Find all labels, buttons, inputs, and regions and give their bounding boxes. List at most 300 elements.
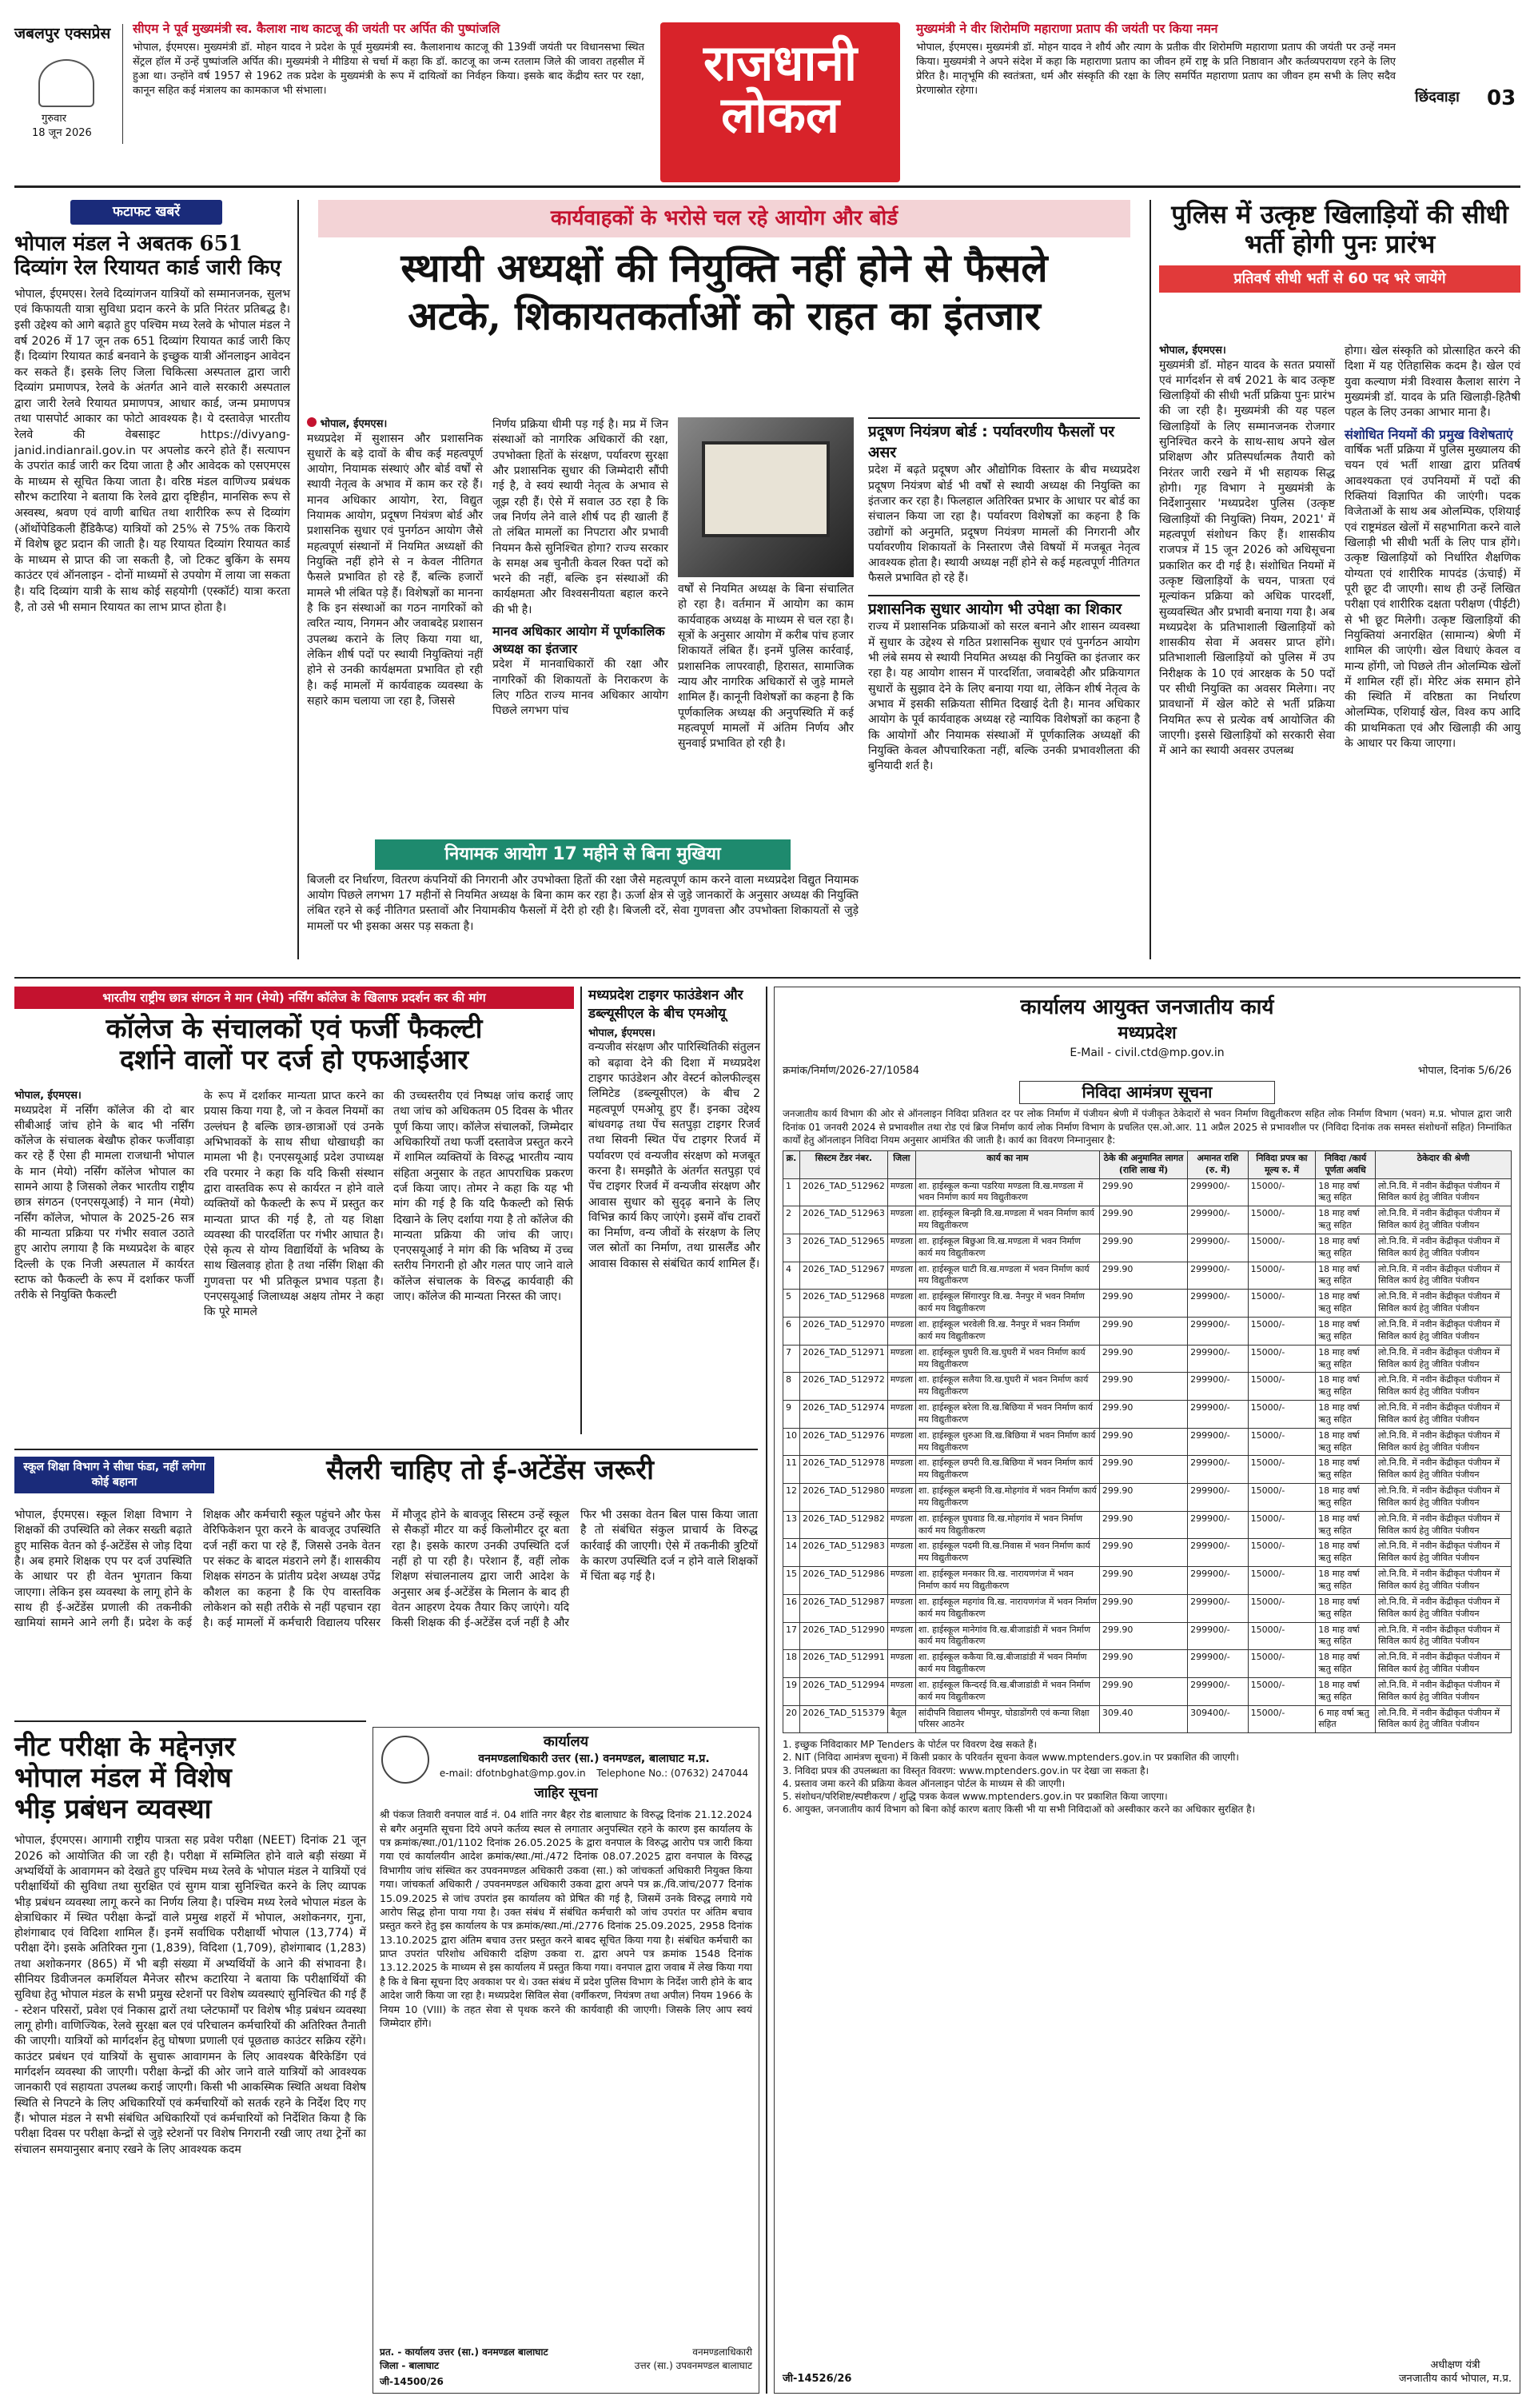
forest-title-2: वनमण्डलाधिकारी उत्तर (सा.) वनमण्डल, बालाघाट म.प्र. (478, 1752, 710, 1766)
tender-table-header (783, 1150, 1512, 1178)
forest-footer (380, 2346, 752, 2388)
fatafat-section (14, 200, 290, 967)
page-city: छिंदवाड़ा (1415, 89, 1460, 106)
header-rule (14, 185, 1520, 188)
table-cell: 15000/- (1248, 1677, 1316, 1705)
table-cell: 18 माह वर्षा ऋतु सहित (1316, 1262, 1376, 1290)
table-cell: 299.90 (1099, 1290, 1187, 1318)
table-cell: 15000/- (1248, 1178, 1316, 1206)
table-cell: 15000/- (1248, 1262, 1316, 1290)
college-divider (580, 987, 582, 1434)
header-left-body: भोपाल, ईएमएस। मुख्यमंत्री डॉ. मोहन यादव ने प्रदेश के पूर्व मुख्यमंत्री स्व. कैलाशनाथ काटजू की 139वीं जयंती पर विधानसभा स्थित सेंट्रल हॉल में उन्हें पुष्पांजलि अर्पित की। मुख्यमंत्री ने मीडिया से चर्चा में कहा कि डॉ. काटजू का जन्म रतलाम जिले की जावरा तहसील में हुआ था। उन्होंने वर्ष 1957 से 1962 तक प्रदेश के मुख्यमंत्री के रूप में दायित्वों का निर्वहन किया। इसके बाद केंद्रीय स्तर पर रक्षा, कानून सहित कई मंत्रालय का कामकाज भी संभाला। (133, 41, 644, 97)
table-cell: मण्डला (887, 1622, 915, 1650)
table-cell: 2026_TAD_512971 (800, 1345, 888, 1373)
table-cell: 2026_TAD_512970 (800, 1317, 888, 1345)
forest-sign-1: वनमण्डलाधिकारी (692, 2346, 752, 2358)
table-cell: 18 माह वर्षा ऋतु सहित (1316, 1622, 1376, 1650)
table-cell: 2026_TAD_512968 (800, 1290, 888, 1318)
table-cell: 2026_TAD_512963 (800, 1206, 888, 1234)
tiger-body: वन्यजीव संरक्षण और पारिस्थितिकी संतुलन को बढ़ावा देने की दिशा में मध्यप्रदेश टाइगर फाउंडेशन और वेस्टर्न कोलफील्ड्स लिमिटेड (डब्ल्यूसीएल) के बीच 2 महत्वपूर्ण एमओयू हुए हैं। इनका उद्देश्य बांधवगढ़ तथा पेंच सतपुड़ा टाइगर रिजर्व तथा सिवनी स्थित पेंच टाइगर रिजर्व में पर्यावरण एवं वन्यजीव संरक्षण को मजबूत करना है। समझौते के अंतर्गत सतपुड़ा एवं पेंच टाइगर रिजर्व में वन्यजीव संरक्षण और आवास सुधार को सुदृढ़ बनाने के लिए विभिन्न कार्य किए जाएंगे। इसमें वॉच टावरों का निर्माण, वन्य जीवों के संरक्षण के लिए जल स्रोतों का निर्माण, तथा ग्रासलैंड और आवास विकास से संबंधित कार्य शामिल हैं। (588, 1041, 760, 1270)
tender-notice (774, 987, 1520, 2394)
table-row (783, 1401, 1512, 1429)
table-cell: 299900/- (1188, 1262, 1249, 1290)
table-cell: 15000/- (1248, 1317, 1316, 1345)
table-cell: मण्डला (887, 1373, 915, 1401)
table-cell: 299.90 (1099, 1178, 1187, 1206)
table-row (783, 1373, 1512, 1401)
table-cell: 299.90 (1099, 1511, 1187, 1539)
tender-col-header: निविदा /कार्य पूर्णता अवधि (1316, 1150, 1376, 1178)
lead-strip-body: बिजली दर निर्धारण, वितरण कंपनियों की निगरानी और उपभोक्ता हितों की रक्षा जैसे महत्वपूर्ण काम करने वाला मध्यप्रदेश विद्युत नियामक आयोग पिछले लगभग 17 महीनों से नियमित अध्यक्ष के बिना काम कर रहा है। ऊर्जा क्षेत्र से जुड़े जानकारों के अनुसार अध्यक्ष की नियुक्ति लंबित रहने से कई नीतिगत प्रस्तावों और नियामकीय फैसलों में देरी हो रही है। बिजली दरें, सेवा गुणवत्ता और उपभोक्ता शिकायतों से जुड़े मामलों पर भी इसका असर पड़ सकता है। (307, 873, 859, 933)
table-cell: 15000/- (1248, 1345, 1316, 1373)
masthead-line1: राजधानी (703, 34, 858, 92)
table-cell: 299900/- (1188, 1677, 1249, 1705)
table-cell: 5 (783, 1290, 800, 1318)
tiger-dateline: भोपाल, ईएमएस। (588, 1027, 655, 1039)
tender-table-body (783, 1178, 1512, 1733)
table-cell: 18 (783, 1650, 800, 1678)
table-cell: 2026_TAD_512987 (800, 1594, 888, 1622)
lead-photo (678, 417, 854, 577)
forest-email: e-mail: dfotnbghat@mp.gov.in (439, 1768, 586, 1780)
table-cell: शा. हाईस्कूल बिछुआ वि.ख.मण्डला में भवन निर्माण कार्य मय विद्युतीकरण (915, 1234, 1099, 1262)
table-cell: 299.90 (1099, 1262, 1187, 1290)
table-cell: 2026_TAD_512965 (800, 1234, 888, 1262)
forest-sign-2: उत्तर (सा.) उपवनमण्डल बालाघाट (634, 2359, 752, 2371)
table-cell: 8 (783, 1373, 800, 1401)
police-col-1-text: मुख्यमंत्री डॉ. मोहन यादव के सतत प्रयासों एवं मार्गदर्शन से वर्ष 2021 के बाद उत्कृष्ट खिलाड़ियों की सीधी भर्ती प्रक्रिया पुनः प्रारंभ की जा रही है। मुख्यमंत्री की यह पहल खिलाड़ियों के लिए सम्मानजनक रोजगार सुनिश्चित करने के साथ-साथ अपने खेल प्रशिक्षण और प्रतिस्पर्धात्मक तैयारी को निरंतर जारी रखने में भी सहायक सिद्ध होगी। गृह विभाग ने मुख्यमंत्री के निर्देशानुसार 'मध्यप्रदेश पुलिस (उत्कृष्ट खिलाड़ियों की नियुक्ति) नियम, 2021' में महत्वपूर्ण संशोधन किए हैं। शासकीय राजपत्र में 15 जून 2026 को अधिसूचना प्रकाशित कर दी गई है। संशोधित नियमों में उत्कृष्ट खिलाड़ियों के चयन, पात्रता एवं मूल्यांकन प्रक्रिया को अधिक पारदर्शी, सुव्यवस्थित और प्रभावी बनाया गया है। अब मध्यप्रदेश के प्रतिभाशाली खिलाड़ियों को शासकीय सेवा में अवसर प्राप्त होंगे। प्रतिभाशाली खिलाड़ियों को पुलिस में उप निरीक्षक के 10 एवं आरक्षक के 50 पदों पर सीधी नियुक्ति का अवसर मिलेगा। नए प्रावधानों में खेल कोटे से भर्ती प्रक्रिया नियमित रूप से प्रत्येक वर्ष आयोजित की जाएगी। इससे खिलाड़ियों को सरकारी सेवा में आने का स्थायी अवसर उपलब्ध (1159, 358, 1335, 758)
table-cell: 2026_TAD_515379 (800, 1705, 888, 1733)
tender-intro: जनजातीय कार्य विभाग की ओर से ऑनलाइन निविदा प्रतिशत दर पर लोक निर्माण में पंजीयन श्रेणी में पंजीकृत ठेकेदारों से भवन निर्माण विद्युतीकरण सहित लोक निर्माण विभाग (भवन) म.प्र. भोपाल द्वारा जारी दिनांक 01 जनवरी 2024 से प्रभावशील तथा रोड एवं ब्रिज निर्माण कार्य लोक निर्माण विभाग के प्रचलित एस.ओ.आर. 11 अप्रैल 2025 से प्रभावशील पर (निविदा दिनांक तक समस्त संशोधनों सहित) निम्नांकित कार्यों हेतु ऑनलाइन निविदा नियम अनुसार आमंत्रित की जाती है। कार्य का विवरण निम्नानुसार है: (783, 1108, 1512, 1146)
table-row (783, 1511, 1512, 1539)
lead-kicker: कार्यवाहकों के भरोसे चल रहे आयोग और बोर्ड (318, 200, 1130, 237)
table-row (783, 1317, 1512, 1345)
table-row (783, 1345, 1512, 1373)
table-row (783, 1178, 1512, 1206)
tender-col-header: अमानत राशि (रु. में) (1188, 1150, 1249, 1178)
table-cell: 3 (783, 1234, 800, 1262)
tender-state: मध्यप्रदेश (1118, 1023, 1177, 1044)
tender-col-header: सिस्टम टेंडर नंबर. (800, 1150, 888, 1178)
table-row (783, 1677, 1512, 1705)
lead-side2-body: राज्य में प्रशासनिक प्रक्रियाओं को सरल बनाने और शासन व्यवस्था में सुधार के उद्देश्य से गठित प्रशासनिक सुधार एवं पुनर्गठन आयोग भी लंबे समय से स्थायी नियमित अध्यक्ष की नियुक्ति का इंतजार कर रहा है। यह आयोग शासन में पारदर्शिता, जवाबदेही और प्रक्रियागत सुधारों के सुझाव देने के लिए बनाया गया था, लेकिन शीर्ष नेतृत्व के अभाव में इसकी सक्रियता सीमित दिखाई देती है। मानव अधिकार आयोग के पूर्व कार्यवाहक अध्यक्ष रहे न्यायिक विशेषज्ञों का कहना है कि आयोगों और नियामक संस्थाओं में पूर्णकालिक अध्यक्षों की नियुक्ति केवल औपचारिकता नहीं, बल्कि उनकी प्रभावशीलता की बुनियादी शर्त है। (868, 620, 1140, 773)
forest-ref: जी-14500/26 (380, 2375, 444, 2387)
table-cell: 309400/- (1188, 1705, 1249, 1733)
table-cell: 15000/- (1248, 1705, 1316, 1733)
lead-story (307, 200, 1142, 999)
lead-dateline: भोपाल, ईएमएस। (320, 418, 388, 430)
lead-headline-2: अटके, शिकायतकर्ताओं को राहत का इंतजार (408, 293, 1041, 340)
table-cell: मण्डला (887, 1456, 915, 1484)
header-right-title: मुख्यमंत्री ने वीर शिरोमणि महाराणा प्रताप की जयंती पर किया नमन (916, 22, 1218, 36)
table-cell: लो.नि.वि. में नवीन केंद्रीकृत पंजीयन में सिविल कार्य हेतु जीवित पंजीयन (1376, 1206, 1512, 1234)
forest-phone: Telephone No.: (07632) 247044 (596, 1768, 749, 1780)
header-left-title: सीएम ने पूर्व मुख्यमंत्री स्व. कैलाश नाथ काटजू की जयंती पर अर्पित की पुष्पांजलि (133, 22, 500, 36)
table-cell: 299.90 (1099, 1484, 1187, 1512)
table-cell: 17 (783, 1622, 800, 1650)
table-cell: 299.90 (1099, 1317, 1187, 1345)
neet-headline-3: भीड़ प्रबंधन व्यवस्था (14, 1793, 212, 1826)
header-right-body: भोपाल, ईएमएस। मुख्यमंत्री डॉ. मोहन यादव ने शौर्य और त्याग के प्रतीक वीर शिरोमणि महाराणा प्रताप की जयंती पर उन्हें नमन किया। मुख्यमंत्री ने अपने संदेश में कहा कि महाराणा प्रताप का जीवन हमें राष्ट्र के प्रति निष्ठावान और कर्तव्यपरायण रहने के लिए प्रेरित है। मातृभूमि की स्वतंत्रता, धर्म और संस्कृति की रक्षा के लिए समर्पित महाराणा प्रताप का जीवन हम सभी के लिए सदैव प्रेरणास्रोत रहेगा। (916, 41, 1396, 97)
table-cell: 2026_TAD_512990 (800, 1622, 888, 1650)
police-dateline: भोपाल, ईएमएस। (1159, 345, 1226, 357)
table-cell: मण्डला (887, 1345, 915, 1373)
table-cell: 18 माह वर्षा ऋतु सहित (1316, 1650, 1376, 1678)
table-cell: 10 (783, 1428, 800, 1456)
table-cell: 299900/- (1188, 1401, 1249, 1429)
school-body: भोपाल, ईएमएस। स्कूल शिक्षा विभाग ने शिक्षकों की उपस्थिति को लेकर सख्ती बढ़ाते हुए मासिक वेतन को ई-अटेंडेंस से जोड़ दिया है। अब हमारे शिक्षक एप पर दर्ज उपस्थिति के आधार पर ही वेतन भुगतान किया जाएगा। लेकिन इस व्यवस्था के लागू होने के साथ ही ई-अटेंडेंस प्रणाली की तकनीकी खामियां सामने आने लगी हैं। प्रदेश के कई शिक्षक और कर्मचारी स्कूल पहुंचने और फेस वेरिफिकेशन पूरा करने के बावजूद उपस्थिति दर्ज नहीं करा पा रहे हैं, जिससे उनके वेतन पर संकट के बादल मंडराने लगे हैं। शासकीय शिक्षक संगठन के प्रांतीय प्रदेश अध्यक्ष उपेंद्र कौशल का कहना है कि ऐप वास्तविक लोकेशन को सही तरीके से नहीं पहचान रहा है। कई मामलों में कर्मचारी विद्यालय परिसर में मौजूद होने के बावजूद सिस्टम उन्हें स्कूल से सैकड़ों मीटर या कई किलोमीटर दूर बता रहा है। इसके कारण उनकी उपस्थिति दर्ज नहीं हो पा रही है। परेशान हैं, वहीं लोक शिक्षण संचालनालय द्वारा जारी आदेश के अनुसार अब ई-अटेंडेंस के मिलान के बाद ही वेतन आहरण देयक तैयार किए जाएंगे। यदि किसी शिक्षक की ई-अटेंडेंस दर्ज नहीं है और फिर भी उसका वेतन बिल पास किया जाता है तो संबंधित संकुल प्राचार्य के विरुद्ध कार्रवाई की जाएगी। ऐसे में तकनीकी त्रुटियों के कारण उपस्थिति दर्ज न होने वाले शिक्षकों में चिंता बढ़ गई है। (14, 1509, 758, 1630)
neet-headline-1: नीट परीक्षा के मद्देनज़र (14, 1731, 236, 1763)
fatafat-label: फटाफट खबरें (70, 200, 222, 225)
table-cell: 15000/- (1248, 1206, 1316, 1234)
table-cell: लो.नि.वि. में नवीन केंद्रीकृत पंजीयन में सिविल कार्य हेतु जीवित पंजीयन (1376, 1428, 1512, 1456)
table-cell: 299.90 (1099, 1650, 1187, 1678)
tender-note: 6. आयुक्त, जनजातीय कार्य विभाग को बिना कोई कारण बताए किसी भी या सभी निविदाओं को अस्वीकार करने का अधिकार सुरक्षित है। (783, 1804, 1256, 1816)
tender-col-header: ठेकेदार की श्रेणी (1376, 1150, 1512, 1178)
lead-col-2-subhead: मानव अधिकार आयोग में पूर्णकालिक अध्यक्ष का इंतजार (492, 624, 665, 656)
table-cell: शा. हाईस्कूल घुघरी वि.ख.घुघरी में भवन निर्माण कार्य मय विद्युतीकरण (915, 1345, 1099, 1373)
table-cell: 15000/- (1248, 1428, 1316, 1456)
table-cell: लो.नि.वि. में नवीन केंद्रीकृत पंजीयन में सिविल कार्य हेतु जीवित पंजीयन (1376, 1622, 1512, 1650)
table-row (783, 1650, 1512, 1678)
table-cell: 14 (783, 1539, 800, 1567)
neet-story (14, 1720, 366, 2392)
table-cell: 309.40 (1099, 1705, 1187, 1733)
table-cell: 18 माह वर्षा ऋतु सहित (1316, 1539, 1376, 1567)
table-row (783, 1456, 1512, 1484)
tender-note: 1. इच्छुक निविदाकार MP Tenders के पोर्टल पर विवरण देख सकते हैं। (783, 1739, 1038, 1751)
table-cell: 18 माह वर्षा ऋतु सहित (1316, 1206, 1376, 1234)
table-cell: शा. हाईस्कूल बम्हनी वि.ख.मोहगांव में भवन निर्माण कार्य मय विद्युतीकरण (915, 1484, 1099, 1512)
table-cell: 299900/- (1188, 1650, 1249, 1678)
lead-col-2-text-b: प्रदेश में मानवाधिकारों की रक्षा और नागरिकों की शिकायतों के निराकरण के लिए गठित राज्य मानव अधिकार आयोग पिछले लगभग पांच (492, 658, 668, 718)
tender-note: 2. NIT (निविदा आमंत्रण सूचना) में किसी प्रकार के परिवर्तन सूचना केवल www.mptenders.gov.in पर प्रकाशित की जाएगी। (783, 1752, 1239, 1764)
table-cell: 299900/- (1188, 1622, 1249, 1650)
tender-email: E-Mail - civil.ctd@mp.gov.in (1070, 1046, 1225, 1059)
table-cell: 1 (783, 1178, 800, 1206)
tender-ref: जी-14526/26 (783, 2373, 852, 2386)
table-cell: 18 माह वर्षा ऋतु सहित (1316, 1511, 1376, 1539)
college-dateline: भोपाल, ईएमएस। (14, 1090, 82, 1102)
lead-side2-head: प्रशासनिक सुधार आयोग भी उपेक्षा का शिकार (868, 595, 1140, 620)
table-cell: 15000/- (1248, 1234, 1316, 1262)
govt-emblem-icon (381, 1736, 429, 1784)
college-kicker: भारतीय राष्ट्रीय छात्र संगठन ने मान (मेयो) नर्सिंग कॉलेज के खिलाफ प्रदर्शन कर की मांग (14, 987, 574, 1009)
table-cell: 9 (783, 1401, 800, 1429)
table-cell: शा. हाईस्कूल सिंगारपुर वि.ख. नैनपुर में भवन निर्माण कार्य मय विद्युतीकरण (915, 1290, 1099, 1318)
table-cell: 18 माह वर्षा ऋतु सहित (1316, 1456, 1376, 1484)
table-cell: 299900/- (1188, 1234, 1249, 1262)
table-cell: शा. हाईस्कूल भरवेली वि.ख. नैनपुर में भवन निर्माण कार्य मय विद्युतीकरण (915, 1317, 1099, 1345)
college-col-2: के रूप में दर्शाकर मान्यता प्राप्त करने का प्रयास किया गया है, जो न केवल नियमों का उल्लंघन है बल्कि छात्र-छात्राओं एवं उनके अभिभावकों के साथ सीधा धोखाधड़ी का मामला भी है। एनएसयूआई प्रदेश उपाध्यक्ष रवि परमार ने कहा कि यदि किसी संस्थान द्वारा वास्तविक रूप से कार्यरत न होने वाले व्यक्तियों को फैकल्टी के रूप में प्रस्तुत कर मान्यता प्राप्त की गई है, तो यह शिक्षा व्यवस्था की पारदर्शिता पर गंभीर आघात है। ऐसे कृत्य से योग्य विद्यार्थियों के भविष्य के साथ खिलवाड़ होता है तथा नर्सिंग शिक्षा की गुणवत्ता पर भी प्रतिकूल प्रभाव पड़ता है। एनएसयूआई जिलाध्यक्ष अक्षय तोमर ने कहा कि पूरे मामले (204, 1090, 384, 1319)
table-cell: 18 माह वर्षा ऋतु सहित (1316, 1484, 1376, 1512)
table-cell: 299.90 (1099, 1677, 1187, 1705)
neet-headline-2: भोपाल मंडल में विशेष (14, 1762, 232, 1795)
college-headline-1: कॉलेज के संचालकों एवं फर्जी फैकल्टी (106, 1013, 483, 1046)
police-col-2 (1345, 344, 1520, 752)
lead-headline-1: स्थायी अध्यक्षों की नियुक्ति नहीं होने से फैसले (400, 245, 1048, 292)
table-cell: शा. हाईस्कूल मानेगांव वि.ख.बीजाडांडी में भवन निर्माण कार्य मय विद्युतीकरण (915, 1622, 1099, 1650)
table-row (783, 1567, 1512, 1595)
fatafat-title: भोपाल मंडल ने अबतक 651 दिव्यांग रेल रियायत कार्ड जारी किए (14, 231, 281, 280)
table-cell: 6 (783, 1317, 800, 1345)
table-cell: 299900/- (1188, 1594, 1249, 1622)
forest-body: श्री पंकज तिवारी वनपाल वार्ड नं. 04 शांति नगर बैहर रोड बालाघाट के विरुद्ध दिनांक 21.12.2024 से बगैर अनुमति सूचना दिये अपने कर्तव्य स्थल से लगातार अनुपस्थित रहने के कारण इस कार्यालय के पत्र क्रमांक/स्था./01/1102 दिनांक 26.05.2025 के द्वारा वनपाल के विरुद्ध आरोप पत्र जारी किया गया एवं कार्यालयीन आदेश क्रमांक/स्था./मां./472 दिनांक 08.07.2025 द्वारा वनपाल के विरुद्ध विभागीय जांच संस्थित कर उपवनमण्डल अधिकारी उकवा (सा.) को जांचकर्ता अधिकारी नियुक्त किया गया। जांचकर्ता अधिकारी / उपवनमण्डल अधिकारी उकवा द्वारा अपने पत्र क्र./वि.जांच/2077 दिनांक 15.09.2025 से जांच उपरांत इस कार्यालय को प्रेषित की गई है, जिसमें उनके विरुद्ध लगाये गये आरोप सिद्ध होना पाया गया है। उक्त संबंध में संबंधित कर्मचारी को जांच उपरांत पर अंतिम बचाव प्रस्तुत करने हेतु इस कार्यालय के पत्र क्रमांक/स्था./मां./2776 दिनांक 25.09.2025, 2958 दिनांक 13.10.2025 द्वारा अंतिम बचाव उत्तर प्रस्तुत करने बाबद सूचित किया गया है। संबंधित कर्मचारी का प्राप्त उपरांत परिशोध अधिकारी दक्षिण उकवा रा. द्वारा अपने पत्र क्रमांक 1548 दिनांक 13.12.2025 के माध्यम से इस कार्यालय में प्रस्तुत किया गया। वनपाल द्वारा जवाब में लेख किया गया है कि वे बिना सूचना दिए अवकाश पर थे। उक्त संबंध में प्रदेश पुलिस विभाग के निर्देश जारी होने के बाद आदेश जारी किया जा रहा है। मध्यप्रदेश सिविल सेवा (वर्गीकरण, नियंत्रण तथा अपील) नियम 1966 के नियम 10 (VIII) के तहत सेवा से पृथक करने की कार्यवाही की जाएगी। जिसके लिए आप स्वयं जिम्मेदार होंगे। (380, 1808, 752, 2029)
table-cell: 299900/- (1188, 1317, 1249, 1345)
table-cell: 18 माह वर्षा ऋतु सहित (1316, 1234, 1376, 1262)
table-cell: शा. हाईस्कूल किन्दरई वि.ख.बीजाडांडी में भवन निर्माण कार्य मय विद्युतीकरण (915, 1677, 1099, 1705)
table-cell: शा. हाईस्कूल घुघवाड वि.ख.मोहगांव में भवन निर्माण कार्य मय विद्युतीकरण (915, 1511, 1099, 1539)
police-subhead: संशोधित नियमों की प्रमुख विशेषताएं (1345, 426, 1513, 442)
table-row (783, 1622, 1512, 1650)
table-cell: शा. हाईस्कूल घाटी वि.ख.मण्डला में भवन निर्माण कार्य मय विद्युतीकरण (915, 1262, 1099, 1290)
table-cell: 2026_TAD_512976 (800, 1428, 888, 1456)
table-cell: 299.90 (1099, 1456, 1187, 1484)
table-cell: 299.90 (1099, 1206, 1187, 1234)
table-cell: मण्डला (887, 1539, 915, 1567)
table-cell: 299.90 (1099, 1567, 1187, 1595)
table-cell: लो.नि.वि. में नवीन केंद्रीकृत पंजीयन में सिविल कार्य हेतु जीवित पंजीयन (1376, 1178, 1512, 1206)
table-cell: लो.नि.वि. में नवीन केंद्रीकृत पंजीयन में सिविल कार्य हेतु जीवित पंजीयन (1376, 1484, 1512, 1512)
tender-office: कार्यालय आयुक्त जनजातीय कार्य (1020, 995, 1274, 1019)
lead-dateline-row (307, 417, 483, 432)
school-headline: सैलरी चाहिए तो ई-अटेंडेंस जरूरी (326, 1454, 654, 1486)
table-cell: 18 माह वर्षा ऋतु सहित (1316, 1401, 1376, 1429)
neet-top-rule (14, 1720, 366, 1722)
table-cell: 299.90 (1099, 1234, 1187, 1262)
table-cell: शा. हाईस्कूल महगांव वि.ख. नारायणगंज में भवन निर्माण कार्य मय विद्युतीकरण (915, 1594, 1099, 1622)
lead-strip (307, 839, 859, 935)
table-cell: 299900/- (1188, 1484, 1249, 1512)
table-cell: 2026_TAD_512962 (800, 1178, 888, 1206)
table-row (783, 1484, 1512, 1512)
tender-sign-1: अधीक्षण यंत्री (1430, 2358, 1480, 2371)
table-cell: लो.नि.वि. में नवीन केंद्रीकृत पंजीयन में सिविल कार्य हेतु जीवित पंजीयन (1376, 1511, 1512, 1539)
table-cell: लो.नि.वि. में नवीन केंद्रीकृत पंजीयन में सिविल कार्य हेतु जीवित पंजीयन (1376, 1401, 1512, 1429)
police-story (1159, 200, 1520, 967)
mid-rule (14, 977, 1520, 979)
table-cell: मण्डला (887, 1317, 915, 1345)
table-cell: 4 (783, 1262, 800, 1290)
tender-note: 5. संशोधन/परिशिष्ट/स्पष्टीकरण / शुद्धि पत्रक केवल www.mptenders.gov.in पर प्रकाशित किया जाएगा। (783, 1791, 1168, 1803)
paper-name-box (14, 24, 123, 144)
table-cell: शा. हाईस्कूल ककैया वि.ख.बीजाडांडी में भवन निर्माण कार्य मय विद्युतीकरण (915, 1650, 1099, 1678)
table-cell: 18 माह वर्षा ऋतु सहित (1316, 1428, 1376, 1456)
table-cell: 7 (783, 1345, 800, 1373)
table-row (783, 1594, 1512, 1622)
table-cell: 15000/- (1248, 1373, 1316, 1401)
lead-col-2-text: निर्णय प्रक्रिया धीमी पड़ गई है। मप्र में जिन संस्थाओं को नागरिक अधिकारों की रक्षा, उपभोक्ता हितों के संरक्षण, पर्यावरण सुरक्षा और प्रशासनिक सुधार की जिम्मेदारी सौंपी गई है, वे स्वयं स्थायी नेतृत्व के अभाव से जूझ रही हैं। ऐसे में सवाल उठ रहा है कि जब निर्णय लेने वाले शीर्ष पद ही खाली हैं तो लंबित मामलों का निपटारा और प्रभावी नियमन कैसे सुनिश्चित होगा? राज्य सरकार के समक्ष अब चुनौती केवल रिक्त पदों को भरने की नहीं, बल्कि इन संस्थाओं की कार्यक्षमता और विश्वसनीयता बहाल करने की भी है। (492, 418, 668, 616)
table-cell: 18 माह वर्षा ऋतु सहित (1316, 1677, 1376, 1705)
table-cell: 299.90 (1099, 1539, 1187, 1567)
school-story (14, 1449, 758, 1712)
table-cell: शा. हाईस्कूल छपरी वि.ख.बिछिया में भवन निर्माण कार्य मय विद्युतीकरण (915, 1456, 1099, 1484)
college-col-1-text: मध्यप्रदेश में नर्सिंग कॉलेज की दो बार सीबीआई जांच होने के बाद भी नर्सिंग कॉलेज के संचालक बेखौफ होकर फर्जीवाड़ा कर रहे हैं ऐसा ही मामला राजधानी भोपाल के मान (मेयो) नर्सिंग कॉलेज भोपाल का सामने आया है जिसको लेकर भारतीय राष्ट्रीय छात्र संगठन (एनएसयूआई) ने मान (मेयो) नर्सिंग कॉलेज, भोपाल के 2025-26 सत्र की मान्यता प्रक्रिया पर गंभीर सवाल उठाते हुए आरोप लगाया है कि मध्यप्रदेश के बाहर दिल्ली के एक निजी अस्पताल में कार्यरत स्टाफ को फैकल्टी के रूप में दर्शाकर फर्जी तरीके से नियुक्ति फैकल्टी (14, 1103, 194, 1302)
table-cell: 18 माह वर्षा ऋतु सहित (1316, 1594, 1376, 1622)
table-cell: शा. हाईस्कूल मनकार वि.ख. नारायणगंज में भवन निर्माण कार्य मय विद्युतीकरण (915, 1567, 1099, 1595)
table-cell: 18 माह वर्षा ऋतु सहित (1316, 1290, 1376, 1318)
table-cell: लो.नि.वि. में नवीन केंद्रीकृत पंजीयन में सिविल कार्य हेतु जीवित पंजीयन (1376, 1290, 1512, 1318)
table-cell: 299.90 (1099, 1373, 1187, 1401)
police-col-2-text: होगा। खेल संस्कृति को प्रोत्साहित करने की दिशा में यह ऐतिहासिक कदम है। खेल एवं युवा कल्याण मंत्री विश्वास कैलाश सारंग ने मुख्यमंत्री डॉ. यादव के प्रति खिलाड़ी-हितैषी पहल के लिए उनका आभार माना है। (1345, 345, 1520, 420)
table-cell: 299.90 (1099, 1594, 1187, 1622)
table-cell: 299900/- (1188, 1567, 1249, 1595)
table-cell: 299900/- (1188, 1428, 1249, 1456)
table-cell: शा. हाईस्कूल बरेला वि.ख.बिछिया में भवन निर्माण कार्य मय विद्युतीकरण (915, 1401, 1099, 1429)
table-cell: मण्डला (887, 1567, 915, 1595)
police-headline: पुलिस में उत्कृष्ट खिलाड़ियों की सीधी भर्ती होगी पुनः प्रारंभ (1171, 199, 1508, 259)
table-cell: 299900/- (1188, 1511, 1249, 1539)
table-cell: मण्डला (887, 1511, 915, 1539)
lead-body (307, 417, 859, 833)
forest-footer-district: जिला - बालाघाट (380, 2359, 440, 2371)
table-cell: 6 माह वर्षा ऋतु सहित (1316, 1705, 1376, 1733)
lead-col-3 (678, 417, 854, 752)
school-top-rule (14, 1449, 758, 1450)
table-cell: 15000/- (1248, 1290, 1316, 1318)
table-cell: 2026_TAD_512980 (800, 1484, 888, 1512)
table-cell: मण्डला (887, 1262, 915, 1290)
table-cell: 2026_TAD_512967 (800, 1262, 888, 1290)
college-story (14, 987, 574, 1442)
issue-date: 18 जून 2026 (32, 127, 92, 139)
lead-col-1 (307, 417, 483, 709)
table-cell: मण्डला (887, 1206, 915, 1234)
tender-col-header: जिला (887, 1150, 915, 1178)
police-col-2-text-b: वार्षिक भर्ती प्रक्रिया में पुलिस मुख्यालय की चयन एवं भर्ती शाखा द्वारा प्रतिवर्ष आवश्यकता एवं उपनियमों में पदों की रिक्तियां विज्ञापित की जाएंगी। पदक विजेताओं के साथ अब ओलम्पिक, एशियाई एवं राष्ट्रमंडल खेलों में सहभागिता करने वाले खिलाड़ी भी सीधी भर्ती के लिए पात्र होंगे। उत्कृष्ट खिलाड़ियों को निर्धारित शैक्षणिक योग्यता एवं शारीरिक मापदंड (ऊंचाई) में पूरी छूट दी जाएगी। साथ ही उन्हें लिखित परीक्षा एवं शारीरिक दक्षता परीक्षण (पीईटी) से भी छूट मिलेगी। उत्कृष्ट खिलाड़ियों की नियुक्तियां अनारक्षित (सामान्य) श्रेणी में शामिल की जाएंगी। खेल विधाएं केवल व मान्य होंगी, जो पिछले तीन ओलम्पिक खेलों में शामिल रहीं हों। मेरिट अंक समान होने की स्थिति में वरिष्ठता का निर्धारण ओलम्पिक, एशियाई खेल, विश्व कप आदि की प्राथमिकता एवं और खिलाड़ी की आयु के आधार पर किया जाएगा। (1345, 444, 1520, 751)
lead-strip-title: नियामक आयोग 17 महीने से बिना मुखिया (375, 839, 791, 870)
tender-sign-2: जनजातीय कार्य भोपाल, म.प्र. (1398, 2373, 1512, 2386)
table-cell: 2 (783, 1206, 800, 1234)
table-cell: शा. हाईस्कूल सलैया वि.ख.घुघरी में भवन निर्माण कार्य मय विद्युतीकरण (915, 1373, 1099, 1401)
tender-footer (783, 2358, 1512, 2386)
table-cell: 13 (783, 1511, 800, 1539)
table-cell: 20 (783, 1705, 800, 1733)
page-number: 03 (1487, 86, 1516, 110)
table-cell: लो.नि.वि. में नवीन केंद्रीकृत पंजीयन में सिविल कार्य हेतु जीवित पंजीयन (1376, 1567, 1512, 1595)
table-cell: लो.नि.वि. में नवीन केंद्रीकृत पंजीयन में सिविल कार्य हेतु जीवित पंजीयन (1376, 1539, 1512, 1567)
masthead (660, 22, 900, 182)
table-cell: 18 माह वर्षा ऋतु सहित (1316, 1567, 1376, 1595)
table-cell: 11 (783, 1456, 800, 1484)
table-cell: 2026_TAD_512991 (800, 1650, 888, 1678)
lead-col-1-text: मध्यप्रदेश में सुशासन और प्रशासनिक सुधारों के बड़े दावों के बीच कई महत्वपूर्ण आयोग, नियामक संस्थाएं और बोर्ड वर्षों से स्थायी नेतृत्व के अभाव में काम कर रहे हैं। मानव अधिकार आयोग, रेरा, विद्युत नियामक आयोग, प्रदूषण नियंत्रण बोर्ड और प्रशासनिक सुधार एवं पुनर्गठन आयोग जैसे महत्वपूर्ण संस्थानों में नियमित अध्यक्षों की नियुक्ति नहीं होने से न केवल नीतिगत फैसले प्रभावित हो रहे हैं, बल्कि हजारों मामले भी लंबित पड़े हैं। विशेषज्ञों का मानना है कि इन संस्थाओं का गठन नागरिकों को त्वरित न्याय, निगमन और जवाबदेह प्रशासन उपलब्ध कराने के लिए किया गया था, लेकिन शीर्ष पदों पर स्थायी नियुक्तियां नहीं होने से उनकी कार्यक्षमता प्रभावित हो रही है। कई मामलों में कार्यवाहक व्यवस्था के सहारे काम चलाया जा रहा है, जिससे (307, 432, 483, 708)
lead-side1-body: प्रदेश में बढ़ते प्रदूषण और औद्योगिक विस्तार के बीच मध्यप्रदेश प्रदूषण नियंत्रण बोर्ड भी वर्षों से स्थायी अध्यक्ष की नियुक्ति का इंतजार कर रहा है। फिलहाल अतिरिक्त प्रभार के आधार पर बोर्ड का संचालन किया जा रहा है। पर्यावरण विशेषज्ञों का कहना है कि उद्योगों को अनुमति, प्रदूषण नियंत्रण मामलों की निगरानी और पर्यावरणीय शिकायतों के निस्तारण जैसे विषयों में मजबूत नेतृत्व आवश्यक होता है। स्थायी अध्यक्ष नहीं होने से कई महत्वपूर्ण नीतिगत फैसले प्रभावित हो रहे हैं। (868, 464, 1140, 585)
table-cell: मण्डला (887, 1650, 915, 1678)
table-row (783, 1705, 1512, 1733)
table-cell: लो.नि.वि. में नवीन केंद्रीकृत पंजीयन में सिविल कार्य हेतु जीवित पंजीयन (1376, 1317, 1512, 1345)
fatafat-divider (297, 200, 299, 959)
table-cell: 15000/- (1248, 1539, 1316, 1567)
table-row (783, 1206, 1512, 1234)
table-cell: शा. हाईस्कूल धुरुआ वि.ख.बिछिया में भवन निर्माण कार्य मय विद्युतीकरण (915, 1428, 1099, 1456)
tender-notes (783, 1738, 1512, 1816)
table-cell: 299.90 (1099, 1345, 1187, 1373)
table-cell: लो.नि.वि. में नवीन केंद्रीकृत पंजीयन में सिविल कार्य हेतु जीवित पंजीयन (1376, 1373, 1512, 1401)
table-cell: 299900/- (1188, 1456, 1249, 1484)
lead-sidebar (868, 417, 1140, 775)
lead-col-3-text: वर्षों से नियमित अध्यक्ष के बिना संचालित हो रहा है। वर्तमान में आयोग का काम कार्यवाहक अध्यक्ष के माध्यम से चल रहा है। सूत्रों के अनुसार आयोग में करीब पांच हजार शिकायतें लंबित हैं। इनमें पुलिस कार्रवाई, प्रशासनिक लापरवाही, हिरासत, सामाजिक न्याय और नागरिक अधिकारों से जुड़े मामले शामिल हैं। कानूनी विशेषज्ञों का कहना है कि पूर्णकालिक अध्यक्ष की अनुपस्थिति में कई महत्वपूर्ण मामलों में अंतिम निर्णय और सुनवाई प्रभावित हो रही है। (678, 583, 854, 751)
college-col-1 (14, 1089, 194, 1304)
table-cell: शा. हाईस्कूल बिन्झी वि.ख.मण्डला में भवन निर्माण कार्य मय विद्युतीकरण (915, 1206, 1099, 1234)
table-cell: 16 (783, 1594, 800, 1622)
table-cell: 12 (783, 1484, 800, 1512)
table-cell: लो.नि.वि. में नवीन केंद्रीकृत पंजीयन में सिविल कार्य हेतु जीवित पंजीयन (1376, 1650, 1512, 1678)
forest-title: कार्यालय (543, 1733, 589, 1750)
location-pin-icon (307, 417, 317, 427)
signboard-image (702, 441, 830, 537)
table-cell: 15000/- (1248, 1401, 1316, 1429)
table-cell: लो.नि.वि. में नवीन केंद्रीकृत पंजीयन में सिविल कार्य हेतु जीवित पंजीयन (1376, 1345, 1512, 1373)
table-cell: लो.नि.वि. में नवीन केंद्रीकृत पंजीयन में सिविल कार्य हेतु जीवित पंजीयन (1376, 1705, 1512, 1733)
lead-divider (1150, 200, 1151, 959)
table-row (783, 1262, 1512, 1290)
table-cell: लो.नि.वि. में नवीन केंद्रीकृत पंजीयन में सिविल कार्य हेतु जीवित पंजीयन (1376, 1234, 1512, 1262)
table-cell: मण्डला (887, 1401, 915, 1429)
page-header (14, 14, 1520, 198)
table-cell: 299900/- (1188, 1178, 1249, 1206)
table-cell: 15 (783, 1567, 800, 1595)
school-kicker: स्कूल शिक्षा विभाग ने सीधा फंडा, नहीं लगेगा कोई बहाना (14, 1457, 214, 1493)
table-cell: 2026_TAD_512986 (800, 1567, 888, 1595)
forest-sign (635, 2346, 752, 2371)
table-cell: 18 माह वर्षा ऋतु सहित (1316, 1317, 1376, 1345)
table-cell: लो.नि.वि. में नवीन केंद्रीकृत पंजीयन में सिविल कार्य हेतु जीवित पंजीयन (1376, 1594, 1512, 1622)
table-cell: 15000/- (1248, 1622, 1316, 1650)
tender-note: 4. प्रस्ताव जमा करने की प्रक्रिया केवल ऑनलाइन पोर्टल के माध्यम से की जाएगी। (783, 1777, 1066, 1789)
table-cell: 299900/- (1188, 1539, 1249, 1567)
table-cell: 299900/- (1188, 1290, 1249, 1318)
table-cell: 15000/- (1248, 1567, 1316, 1595)
paper-name: जबलपुर एक्सप्रेस (14, 25, 111, 42)
table-row (783, 1290, 1512, 1318)
table-cell: लो.नि.वि. में नवीन केंद्रीकृत पंजीयन में सिविल कार्य हेतु जीवित पंजीयन (1376, 1456, 1512, 1484)
table-cell: मण्डला (887, 1484, 915, 1512)
table-cell: लो.नि.वि. में नवीन केंद्रीकृत पंजीयन में सिविल कार्य हेतु जीवित पंजीयन (1376, 1677, 1512, 1705)
paper-logo (38, 59, 94, 107)
table-cell: 15000/- (1248, 1594, 1316, 1622)
table-cell: 2026_TAD_512982 (800, 1511, 888, 1539)
table-cell: मण्डला (887, 1428, 915, 1456)
issue-day: गुरुवार (42, 113, 67, 125)
tender-sign (1399, 2358, 1512, 2386)
table-cell: 299.90 (1099, 1622, 1187, 1650)
college-col-3: की उच्चस्तरीय एवं निष्पक्ष जांच कराई जाए तथा जांच को अधिकतम 05 दिवस के भीतर पूर्ण किया जाए। कॉलेज संचालकों, जिम्मेदार अधिकारियों तथा फर्जी दस्तावेज प्रस्तुत करने में शामिल व्यक्तियों के विरुद्ध भारतीय न्याय संहिता अनुसार के तहत आपराधिक प्रकरण दर्ज किया जाए। तोमर ने कहा कि यह भी मांग की गई है कि यदि फैकल्टी को सिर्फ दिखाने के लिए दर्शाया गया है तो कॉलेज की मान्यता प्रक्रिया की जांच की जाए। एनएसयूआई ने मांग की कि भविष्य में उच्च स्तरीय निगरानी हो और गलत पाए जाने वाले कॉलेज संचालक के विरुद्ध कार्यवाही की जाए। कॉलेज की मान्यता निरस्त की जाए। (393, 1090, 573, 1304)
table-cell: 299.90 (1099, 1428, 1187, 1456)
tender-ref-row (783, 1064, 1512, 1078)
tiger-headline: मध्यप्रदेश टाइगर फाउंडेशन और डब्ल्यूसीएल के बीच एमओयू (588, 987, 743, 1022)
table-cell: 15000/- (1248, 1456, 1316, 1484)
table-cell: 15000/- (1248, 1511, 1316, 1539)
table-cell: 18 माह वर्षा ऋतु सहित (1316, 1373, 1376, 1401)
police-col-1 (1159, 344, 1335, 759)
table-cell: 299900/- (1188, 1373, 1249, 1401)
lead-col-2 (492, 417, 668, 720)
tender-col-header: कार्य का नाम (915, 1150, 1099, 1178)
tender-table (783, 1150, 1512, 1733)
table-cell: 2026_TAD_512983 (800, 1539, 888, 1567)
tender-notice-title: निविदा आमंत्रण सूचना (1019, 1081, 1275, 1104)
table-cell: 2026_TAD_512972 (800, 1373, 888, 1401)
table-cell: मण्डला (887, 1594, 915, 1622)
table-cell: 15000/- (1248, 1650, 1316, 1678)
college-headline-2: दर्शाने वालों पर दर्ज हो एफआईआर (119, 1044, 469, 1077)
tiger-story (588, 987, 760, 1442)
table-cell: 2026_TAD_512974 (800, 1401, 888, 1429)
table-cell: 299900/- (1188, 1345, 1249, 1373)
tender-note: 3. निविदा प्रपत्र की उपलब्धता का विस्तृत विवरण: www.mptenders.gov.in पर देखा जा सकता है। (783, 1764, 1150, 1776)
forest-footer-left: प्रत. - कार्यालय उत्तर (सा.) वनमण्डल बालाघाट (380, 2346, 548, 2358)
